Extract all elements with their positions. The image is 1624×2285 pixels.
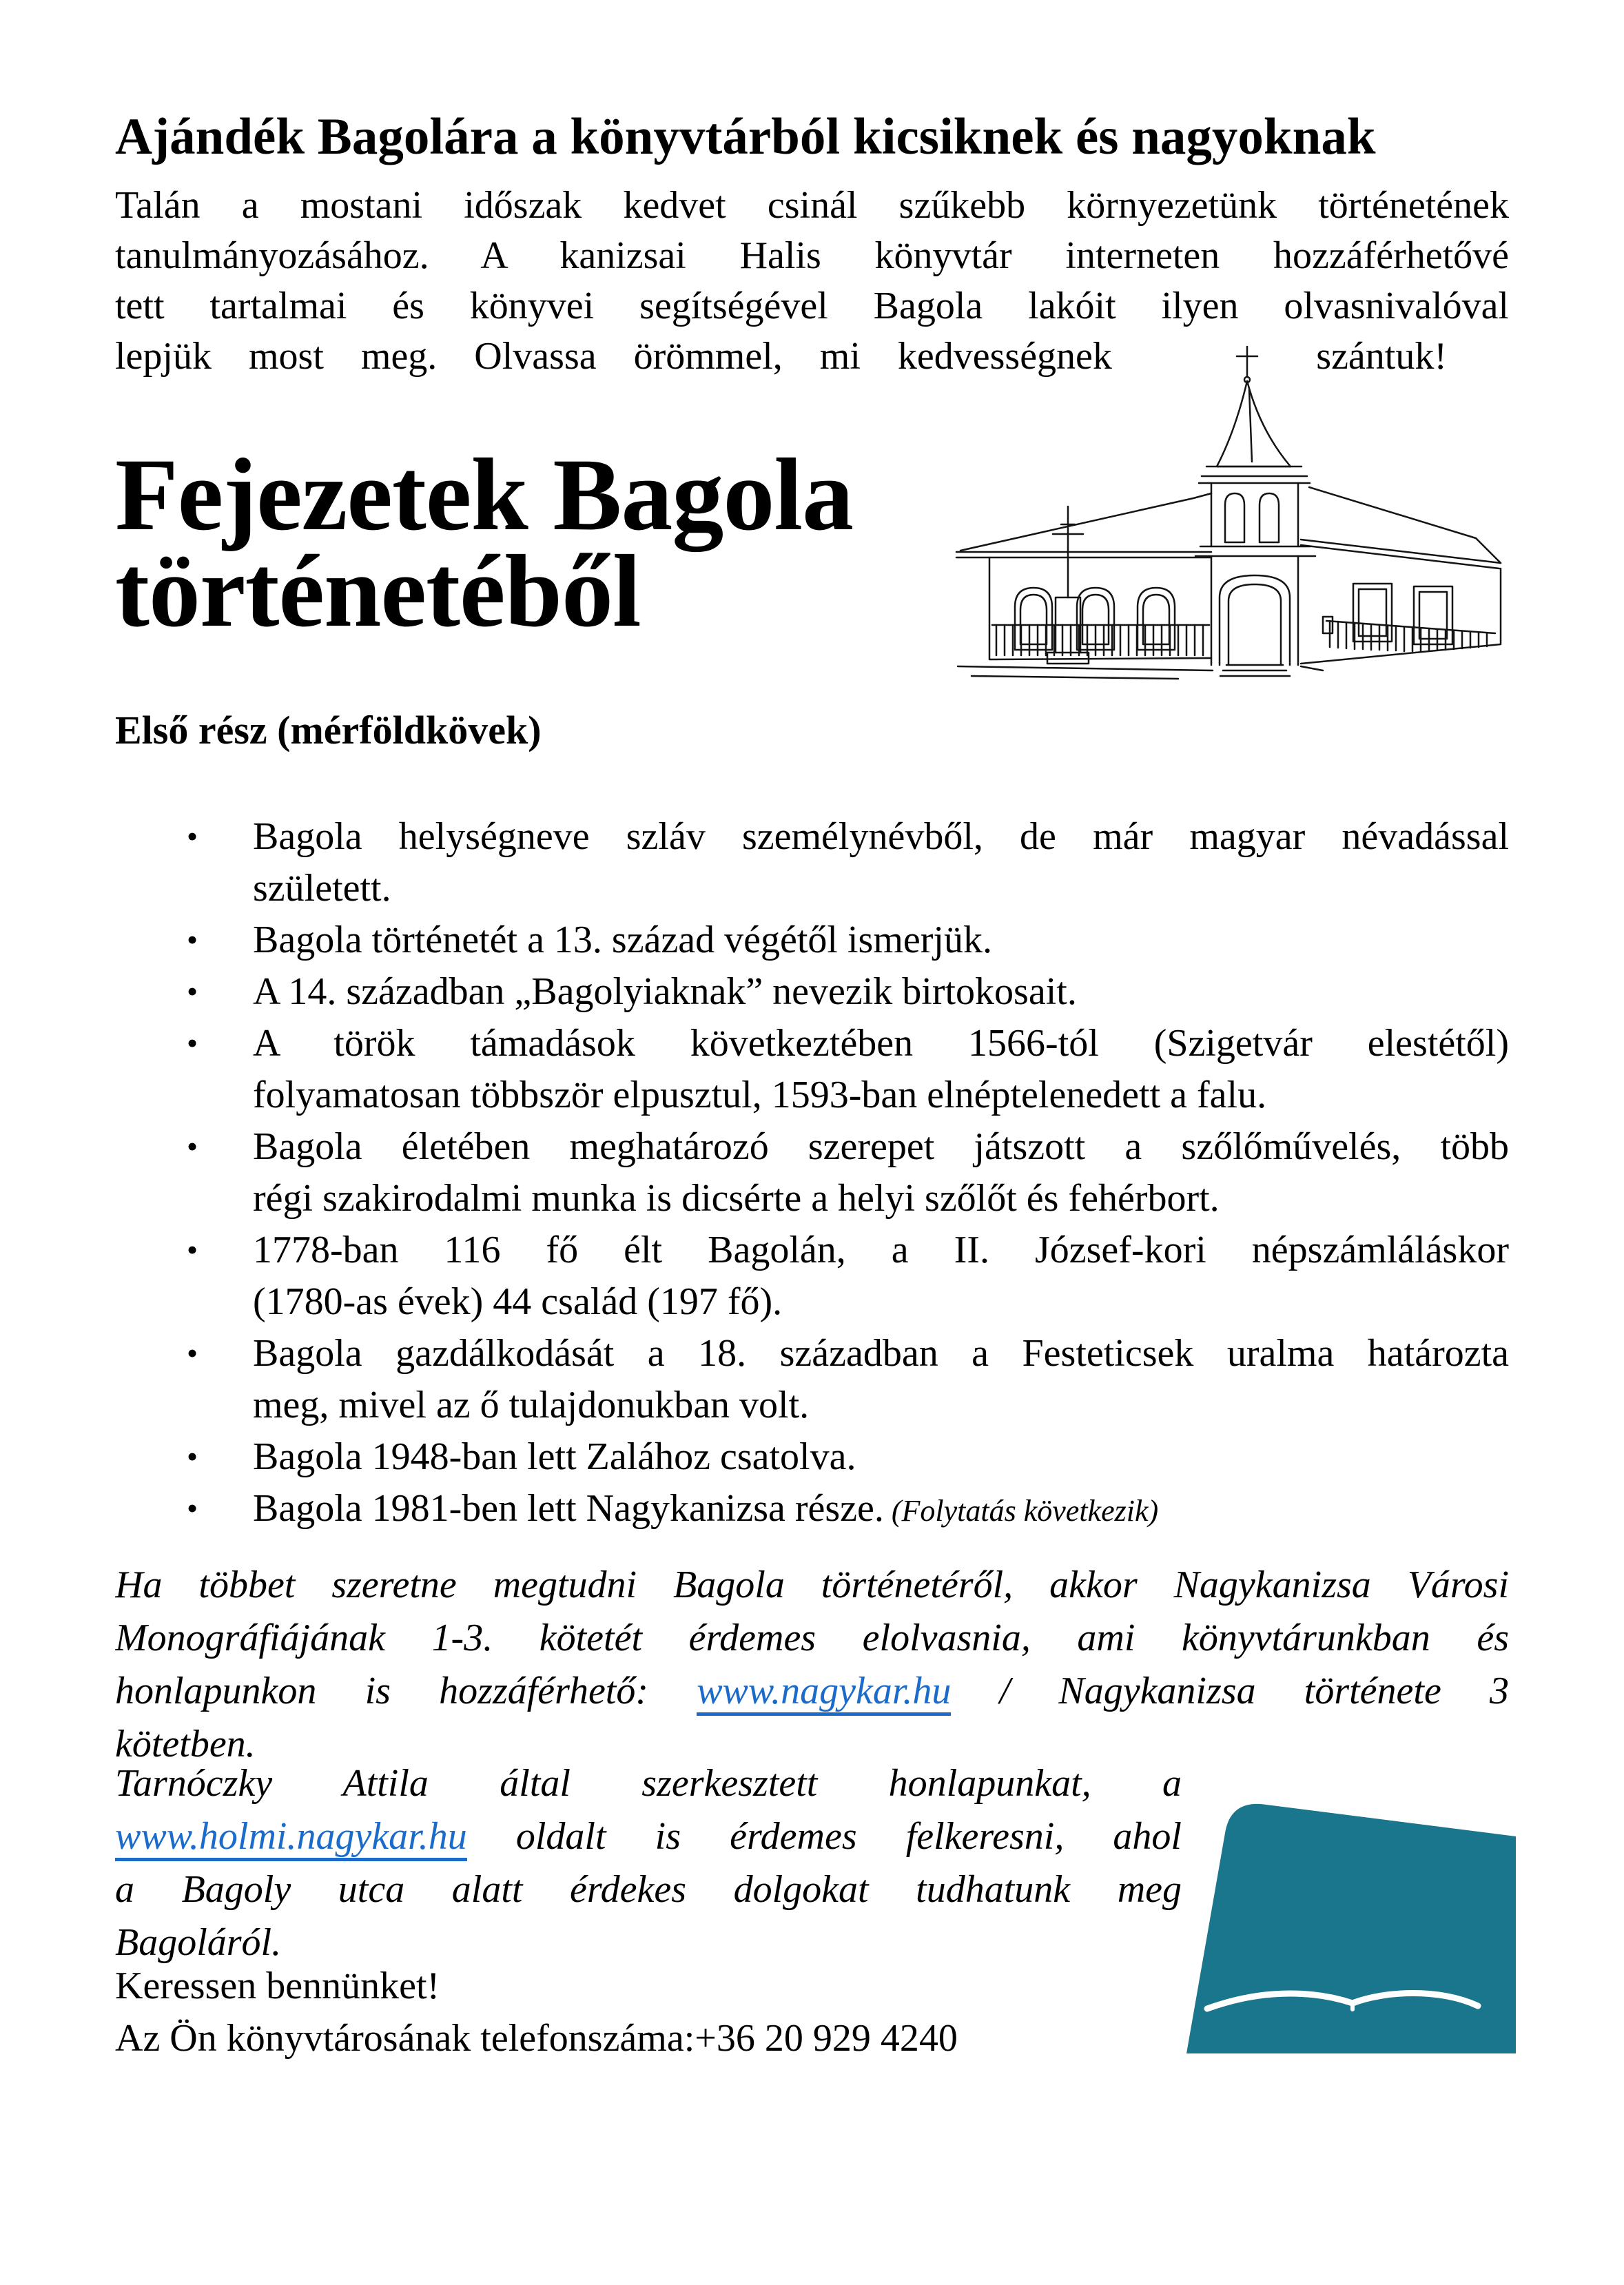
text-line: Bagoláról. xyxy=(115,1921,282,1964)
spire-cross-icon xyxy=(1237,347,1257,377)
text-line: született. xyxy=(253,867,391,910)
hyperlink[interactable]: www.holmi.nagykar.hu xyxy=(115,1815,467,1861)
text-line: (1780-as évek) 44 család (197 fő). xyxy=(253,1280,783,1323)
list-item xyxy=(187,1328,1509,1431)
text-line: folyamatosan többször elpusztul, 1593-ban elnéptelenedett a falu. xyxy=(253,1074,1267,1116)
bullet-icon: • xyxy=(187,1335,198,1371)
list-item xyxy=(187,811,1509,914)
text-line: A 14. században „Bagolyiaknak” nevezik birtokosait. xyxy=(253,970,1077,1013)
homepage-paragraph xyxy=(115,1757,1182,1969)
list-item xyxy=(187,966,1509,1018)
text-line: A török támadások következtében 1566-tól (Szigetvár elestétől) xyxy=(253,1022,1509,1065)
bullet-icon: • xyxy=(187,1439,198,1474)
text-segment: honlapunkon is hozzáférhető: xyxy=(115,1670,697,1712)
text-line: meg, mivel az ő tulajdonukban volt. xyxy=(253,1384,810,1426)
section-title: Fejezetek Bagola történetéből xyxy=(115,438,854,648)
phone-line: Az Ön könyvtárosának telefonszáma:+36 20 929 4240 xyxy=(115,2017,958,2060)
milestones-list xyxy=(187,811,1509,1535)
text-line xyxy=(115,1810,1182,1863)
bullet-icon: • xyxy=(187,1490,198,1526)
bullet-icon: • xyxy=(187,974,198,1009)
list-item xyxy=(187,1431,1509,1483)
logo-flag-shape xyxy=(1186,1804,1516,2053)
text-line: 1778-ban 116 fő élt Bagolán, a II. József-kori népszámláláskor xyxy=(253,1229,1509,1271)
list-item xyxy=(187,1121,1509,1225)
text-line: tanulmányozásához. A kanizsai Halis könyvtár interneten hozzáférhetővé xyxy=(115,234,1509,277)
text-line: Monográfiájának 1-3. kötetét érdemes elolvasnia, ami könyvtárunkban és xyxy=(115,1617,1509,1659)
bullet-icon: • xyxy=(187,1025,198,1060)
section-subtitle: Első rész (mérföldkövek) xyxy=(115,708,542,752)
text-segment: oldalt is érdemes felkeresni, ahol xyxy=(466,1815,1182,1858)
text-line: Bagola életében meghatározó szerepet játszott a szőlőművelés, több xyxy=(253,1125,1509,1168)
intro-lines xyxy=(115,181,1509,331)
text-line: Bagola 1981-ben lett Nagykanizsa része. (Folytatás következik) xyxy=(253,1487,1159,1530)
text-line: Bagola 1948-ban lett Zalához csatolva. xyxy=(253,1435,856,1478)
text-segment: / Nagykanizsa története 3 xyxy=(951,1670,1509,1712)
bullet-icon: • xyxy=(187,1232,198,1267)
continuation-note: (Folytatás következik) xyxy=(883,1494,1159,1528)
text-line: Bagola helységneve szláv személynévből, de már magyar névadással xyxy=(253,815,1509,858)
intro-last-line: lepjük most meg. Olvassa örömmel, mi kedvességnek szántuk! xyxy=(115,335,1447,378)
text-line: Tarnóczky Attila által szerkesztett honlapunkat, a xyxy=(115,1762,1182,1805)
text-line: tett tartalmai és könyvei segítségével Bagola lakóit ilyen olvasnivalóval xyxy=(115,285,1509,327)
text-line: Bagola történetét a 13. század végétől ismerjük. xyxy=(253,919,992,961)
library-logo xyxy=(1164,1781,1519,2057)
text-line: a Bagoly utca alatt érdekes dolgokat tudhatunk meg xyxy=(115,1868,1182,1911)
list-item xyxy=(187,914,1509,966)
bullet-icon: • xyxy=(187,819,198,854)
text-line: kötetben. xyxy=(115,1723,256,1765)
list-item xyxy=(187,1483,1509,1535)
text-line xyxy=(115,1665,1509,1718)
text-line: Talán a mostani időszak kedvet csinál szűkebb környezetünk történetének xyxy=(115,184,1509,227)
list-item xyxy=(187,1225,1509,1328)
contact-call-line: Keressen bennünket! xyxy=(115,1965,440,2007)
text-line: régi szakirodalmi munka is dicsérte a helyi szőlőt és fehérbort. xyxy=(253,1177,1220,1220)
monograph-paragraph xyxy=(115,1559,1509,1771)
page-title: Ajándék Bagolára a könyvtárból kicsiknek és nagyoknak xyxy=(115,108,1376,165)
bullet-icon: • xyxy=(187,1129,198,1164)
bullet-icon: • xyxy=(187,922,198,957)
hyperlink[interactable]: www.nagykar.hu xyxy=(697,1670,951,1716)
text-line: Ha többet szeretne megtudni Bagola történetéről, akkor Nagykanizsa Városi xyxy=(115,1564,1509,1606)
list-item xyxy=(187,1018,1509,1121)
text-line: Bagola gazdálkodását a 18. században a Festeticsek uralma határozta xyxy=(253,1332,1509,1375)
